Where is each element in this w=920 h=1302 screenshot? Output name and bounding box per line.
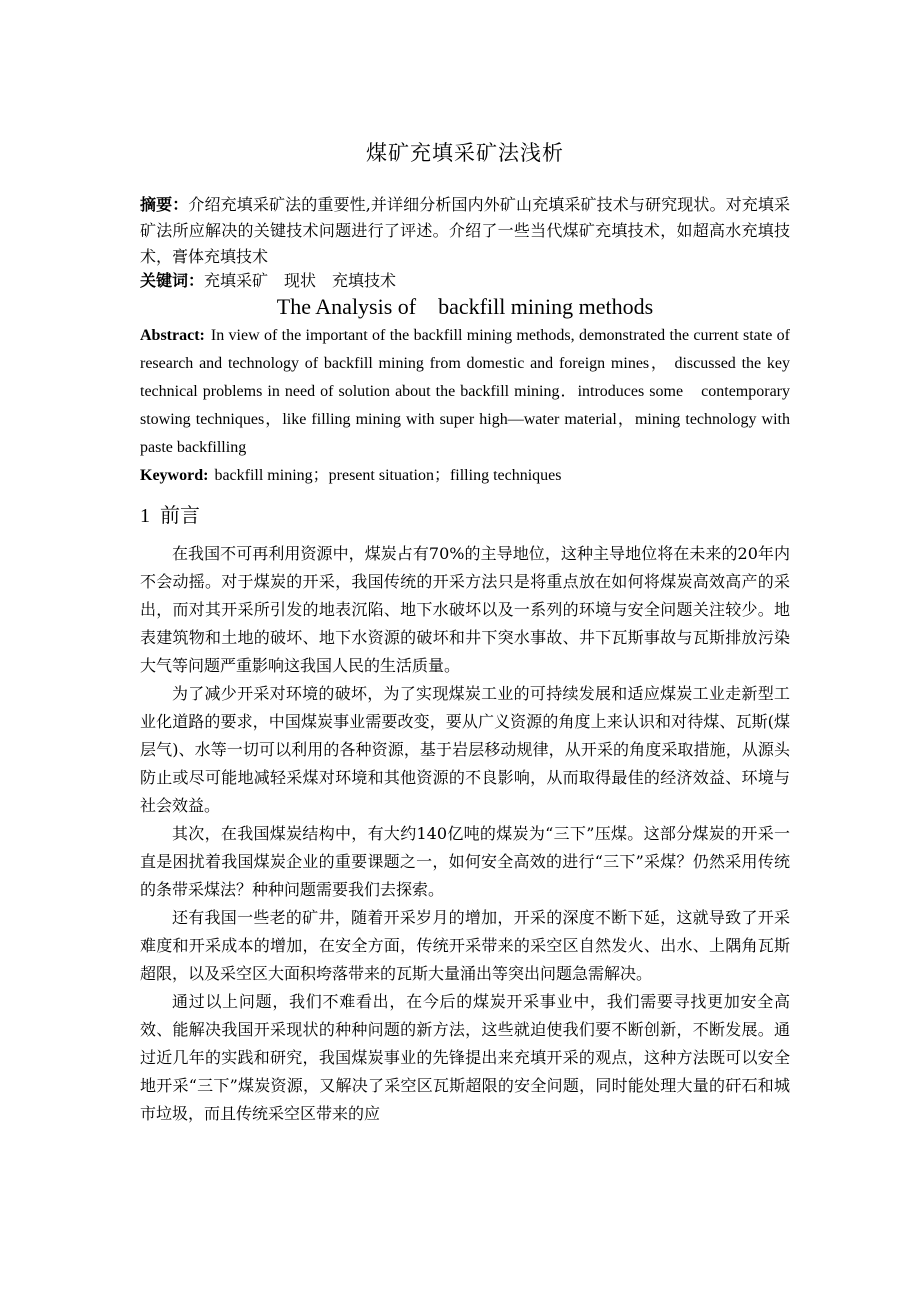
paragraph: 还有我国一些老的矿井，随着开采岁月的增加，开采的深度不断下延，这就导致了开采难度和开采成本的增加，在安全方面，传统开采带来的采空区自然发火、出水、上隅角瓦斯超限，以及采空区大面积垮落带来的瓦斯大量涌出等突出问题急需解决。 <box>140 908 790 983</box>
section-heading <box>140 500 200 531</box>
section-body <box>140 540 790 1128</box>
abstract-en-text: In view of the important of the backfill mining methods, demonstrated the current state of research and technology of backfill mining from domestic and foreign mines， discussed the key technical problems in need of solution about the backfill mining．introduces some contemporary stowing techniques，like filling mining with super high—water material，mining technology with paste backfilling <box>140 327 790 456</box>
keywords-en <box>140 462 790 490</box>
paragraph: 为了减少开采对环境的破坏，为了实现煤炭工业的可持续发展和适应煤炭工业走新型工业化道路的要求，中国煤炭事业需要改变，要从广义资源的角度上来认识和对待煤、瓦斯(煤层气)、水等一切可以利用的各种资源，基于岩层移动规律，从开采的角度采取措施，从源头防止或尽可能地减轻采煤对环境和其他资源的不良影响，从而取得最佳的经济效益、环境与社会效益。 <box>140 684 790 815</box>
abstract-en-label: Abstract: <box>140 327 205 344</box>
section-title: 前言 <box>160 503 200 527</box>
paragraph: 通过以上问题，我们不难看出，在今后的煤炭开采事业中，我们需要寻找更加安全高效、能解决我国开采现状的种种问题的新方法，这些就迫使我们要不断创新，不断发展。通过近几年的实践和研究，我国煤炭事业的先锋提出来充填开采的观点，这种方法既可以安全地开采“三下”煤炭资源，又解决了采空区瓦斯超限的安全问题，同时能处理大量的矸石和城市垃圾，而且传统采空区带来的应 <box>140 992 790 1123</box>
paragraph: 其次，在我国煤炭结构中，有大约140亿吨的煤炭为“三下”压煤。这部分煤炭的开采一直是困扰着我国煤炭企业的重要课题之一，如何安全高效的进行“三下”采煤？仍然采用传统的条带采煤法？种种问题需要我们去探索。 <box>140 824 790 899</box>
keywords-en-text: backfill mining；present situation；filling techniques <box>214 467 562 484</box>
abstract-cn <box>140 192 790 270</box>
section-number: 1 <box>140 505 150 527</box>
keywords-en-label: Keyword: <box>140 467 209 484</box>
english-title: The Analysis of backfill mining methods <box>276 294 654 319</box>
keywords-cn-text: 充填采矿 现状 充填技术 <box>204 271 397 290</box>
abstract-cn-text: 介绍充填采矿法的重要性,并详细分析国内外矿山充填采矿技术与研究现状。对充填采矿法所应解决的关键技术问题进行了评述。介绍了一些当代煤矿充填技术，如超高水充填技术，膏体充填技术 <box>140 195 790 266</box>
abstract-en <box>140 322 790 462</box>
keywords-cn <box>140 268 790 294</box>
keywords-cn-label: 关键词： <box>140 271 205 290</box>
page-title: 煤矿充填采矿法浅析 <box>366 141 564 165</box>
paragraph: 在我国不可再利用资源中，煤炭占有70%的主导地位，这种主导地位将在未来的20年内不会动摇。对于煤炭的开采，我国传统的开采方法只是将重点放在如何将煤炭高效高产的采出，而对其开采所引发的地表沉陷、地下水破坏以及一系列的环境与安全问题关注较少。地表建筑物和土地的破坏、地下水资源的破坏和井下突水事故、井下瓦斯事故与瓦斯排放污染大气等问题严重影响这我国人民的生活质量。 <box>140 544 790 675</box>
abstract-cn-label: 摘要： <box>140 195 189 214</box>
